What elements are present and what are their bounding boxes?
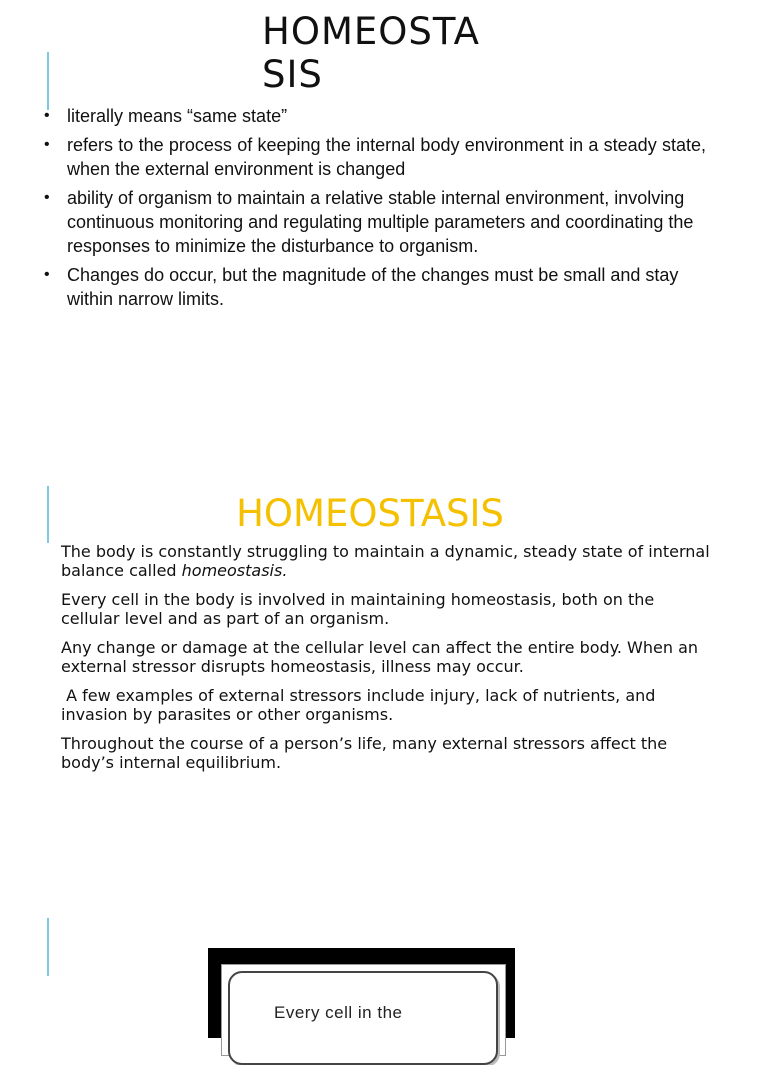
paragraph-italic-term: homeostasis. xyxy=(181,561,288,580)
bullet-icon: • xyxy=(44,107,50,124)
paragraph xyxy=(61,686,711,724)
paragraph xyxy=(61,542,711,580)
slide-homeostasis-definition xyxy=(0,0,768,430)
paragraph-block xyxy=(61,542,711,782)
paragraph-text: A few examples of external stressors include injury, lack of nutrients, and invasion by parasites or other organisms. xyxy=(61,686,661,724)
bullet-text: literally means “same state” xyxy=(67,106,288,126)
bullet-text: Changes do occur, but the magnitude of the changes must be small and stay within narrow limits. xyxy=(67,265,679,309)
image-text-card xyxy=(228,971,498,1065)
paragraph: Every cell in the body is involved in maintaining homeostasis, both on the cellular level and as part of an organism. xyxy=(61,590,655,628)
slide-image xyxy=(0,900,768,1024)
bullet-list xyxy=(40,104,706,316)
slide-accent-line xyxy=(47,918,49,976)
bullet-icon: • xyxy=(44,266,50,283)
bullet-item xyxy=(40,104,706,128)
slide-title: HOMEOSTASIS xyxy=(236,492,504,535)
bullet-item xyxy=(40,263,706,311)
bullet-text: refers to the process of keeping the internal body environment in a steady state, when the external environment is changed xyxy=(67,135,706,179)
paragraph: Any change or damage at the cellular level can affect the entire body. When an external stressor disrupts homeostasis, illness may occur. xyxy=(61,638,699,676)
paragraph-text: The body is constantly struggling to maintain a dynamic, steady state of internal balance called xyxy=(61,542,710,580)
bullet-icon: • xyxy=(44,136,50,153)
paragraph: Throughout the course of a person’s life, many external stressors affect the body’s internal equilibrium. xyxy=(61,734,668,772)
bullet-item xyxy=(40,186,706,258)
bullet-text: ability of organism to maintain a relative stable internal environment, involving continuous monitoring and regulating multiple parameters and coordinating the responses to minimize the disturbance to organism. xyxy=(67,188,694,256)
slide-image xyxy=(221,964,506,1056)
bullet-item xyxy=(40,133,706,181)
slide-title: HOMEOSTASIS xyxy=(262,10,480,96)
bullet-icon: • xyxy=(44,189,50,206)
image-caption-text: Every cell in the xyxy=(274,1003,403,1022)
slide-homeostasis-body-balance xyxy=(0,470,768,890)
slide-accent-line xyxy=(47,52,49,110)
slide-image-frame xyxy=(208,948,515,1038)
